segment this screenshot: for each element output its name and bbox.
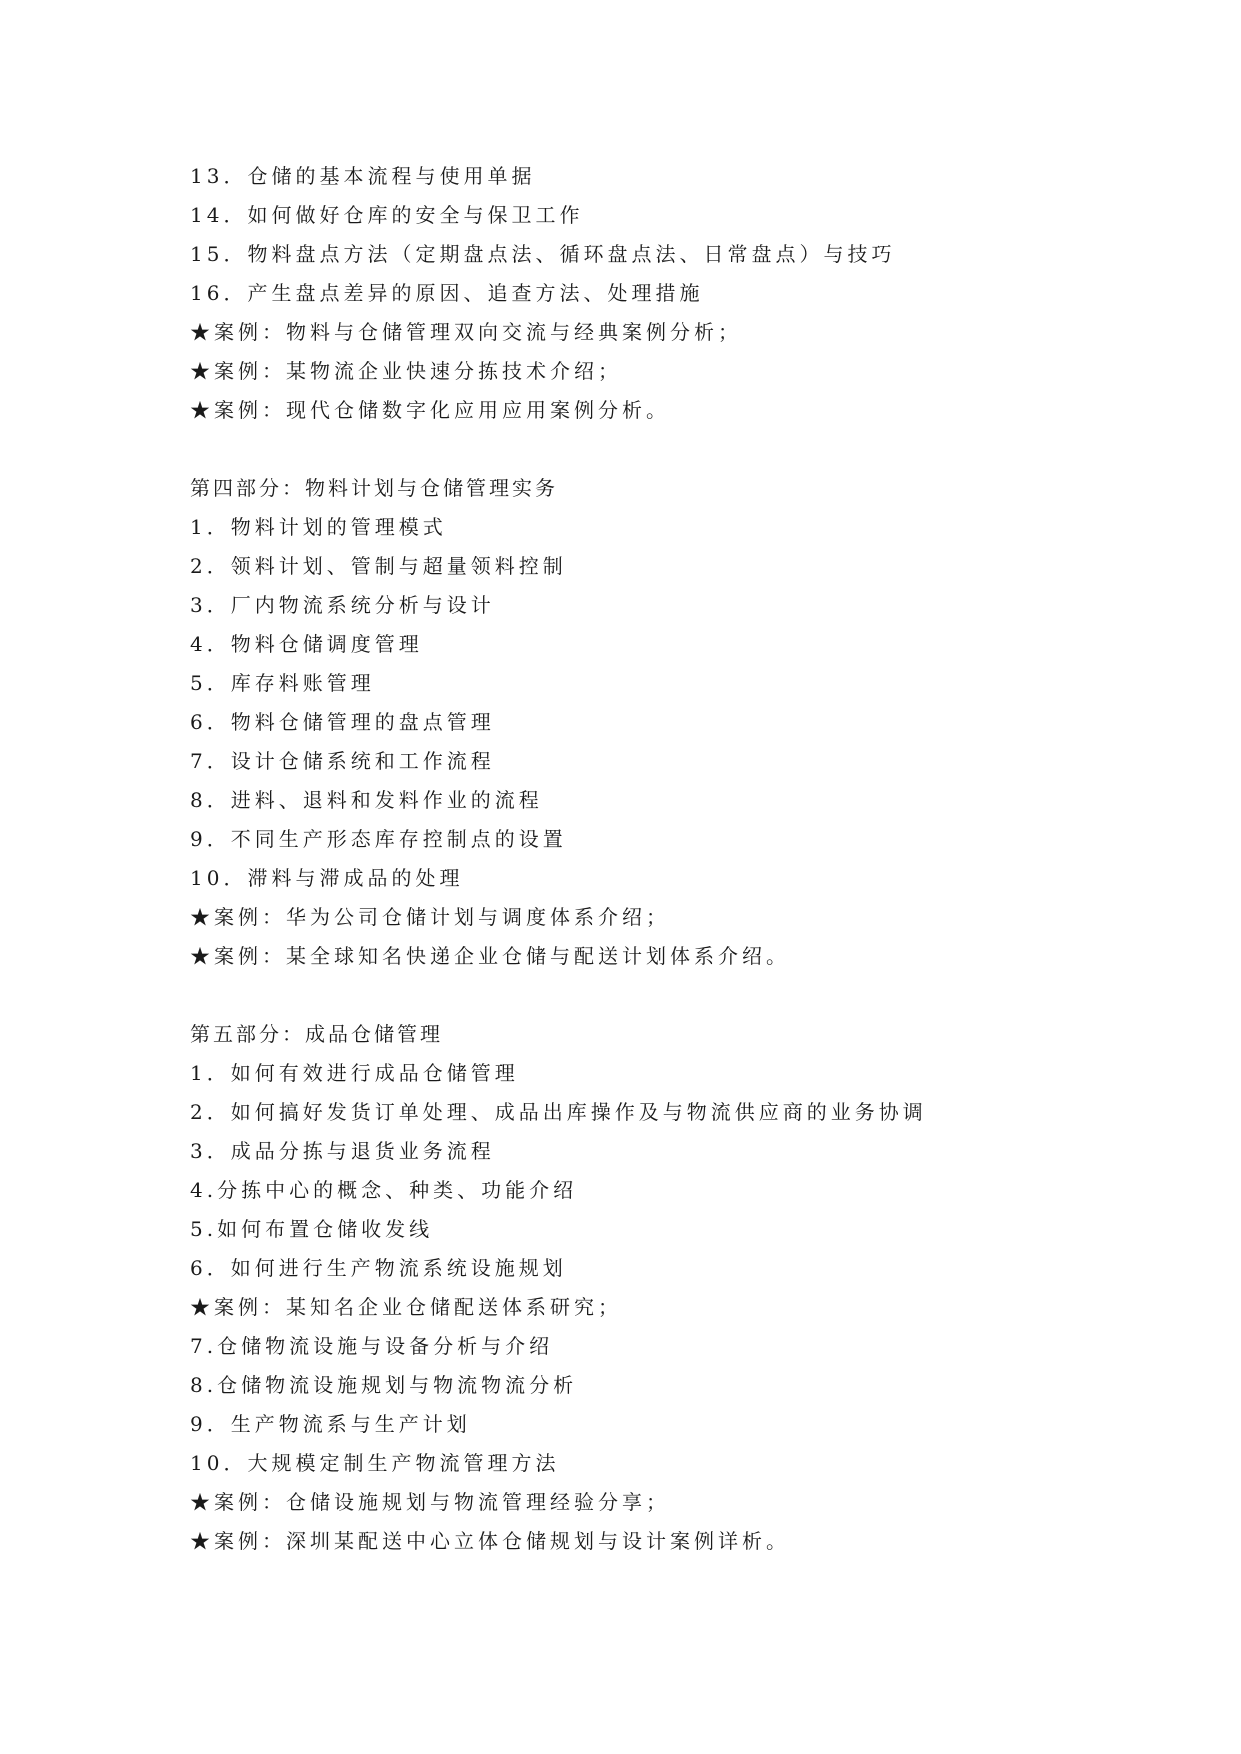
list-item: 3．厂内物流系统分析与设计 — [190, 593, 495, 617]
case-item: ★案例：仓储设施规划与物流管理经验分享； — [190, 1490, 670, 1514]
list-item: 2．领料计划、管制与超量领料控制 — [190, 554, 567, 578]
case-item: ★案例：华为公司仓储计划与调度体系介绍； — [190, 905, 670, 929]
section-intro — [190, 157, 1090, 430]
case-item: ★案例：某知名企业仓储配送体系研究； — [190, 1295, 622, 1319]
section-heading: 第五部分：成品仓储管理 — [190, 1022, 443, 1046]
case-item: ★案例：某物流企业快速分拣技术介绍； — [190, 359, 622, 383]
list-item: 16．产生盘点差异的原因、追查方法、处理措施 — [190, 281, 704, 305]
case-item: ★案例：现代仓储数字化应用应用案例分析。 — [190, 398, 670, 422]
list-item: 8．进料、退料和发料作业的流程 — [190, 788, 543, 812]
case-item: ★案例：物料与仓储管理双向交流与经典案例分析； — [190, 320, 742, 344]
list-item: 5．库存料账管理 — [190, 671, 375, 695]
list-item: 13．仓储的基本流程与使用单据 — [190, 164, 536, 188]
list-item: 5.如何布置仓储收发线 — [190, 1217, 434, 1241]
list-item: 3．成品分拣与退货业务流程 — [190, 1139, 495, 1163]
list-item: 6．物料仓储管理的盘点管理 — [190, 710, 495, 734]
list-item: 9．生产物流系与生产计划 — [190, 1412, 471, 1436]
list-item: 1．如何有效进行成品仓储管理 — [190, 1061, 519, 1085]
case-item: ★案例：某全球知名快递企业仓储与配送计划体系介绍。 — [190, 944, 790, 968]
list-item: 4.分拣中心的概念、种类、功能介绍 — [190, 1178, 578, 1202]
list-item: 9．不同生产形态库存控制点的设置 — [190, 827, 567, 851]
list-item: 14．如何做好仓库的安全与保卫工作 — [190, 203, 584, 227]
section-heading: 第四部分：物料计划与仓储管理实务 — [190, 476, 558, 500]
case-item: ★案例：深圳某配送中心立体仓储规划与设计案例详析。 — [190, 1529, 790, 1553]
list-item: 1．物料计划的管理模式 — [190, 515, 447, 539]
section-part-five — [190, 1015, 1090, 1561]
list-item: 7.仓储物流设施与设备分析与介绍 — [190, 1334, 554, 1358]
list-item: 10．大规模定制生产物流管理方法 — [190, 1451, 560, 1475]
list-item: 7．设计仓储系统和工作流程 — [190, 749, 495, 773]
list-item: 6．如何进行生产物流系统设施规划 — [190, 1256, 567, 1280]
list-item: 8.仓储物流设施规划与物流物流分析 — [190, 1373, 578, 1397]
list-item: 2．如何搞好发货订单处理、成品出库操作及与物流供应商的业务协调 — [190, 1100, 927, 1124]
document-page — [190, 157, 1090, 1561]
list-item: 10．滞料与滞成品的处理 — [190, 866, 464, 890]
list-item: 15．物料盘点方法（定期盘点法、循环盘点法、日常盘点）与技巧 — [190, 242, 896, 266]
section-part-four — [190, 469, 1090, 976]
list-item: 4．物料仓储调度管理 — [190, 632, 423, 656]
